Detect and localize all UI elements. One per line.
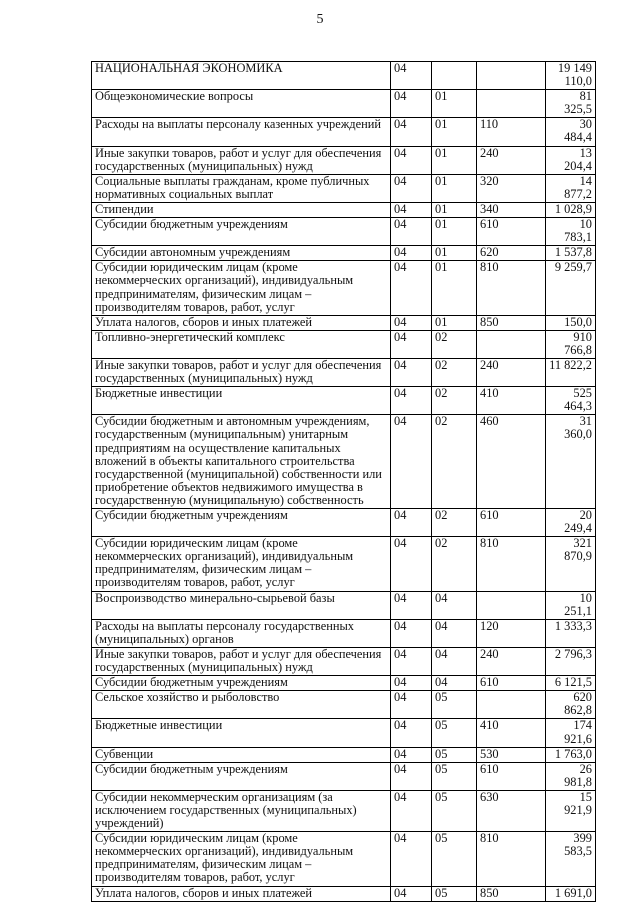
row-name-cell: Субсидии автономным учреждениям xyxy=(92,246,391,261)
table-row xyxy=(92,90,596,118)
row-section-cell: 04 xyxy=(391,747,432,762)
row-section-cell: 04 xyxy=(391,174,432,202)
row-section-cell: 04 xyxy=(391,509,432,537)
row-expense-type-cell xyxy=(477,330,546,358)
row-section-cell: 04 xyxy=(391,315,432,330)
row-section-cell: 04 xyxy=(391,146,432,174)
row-subsection-cell: 04 xyxy=(432,591,477,619)
row-expense-type-cell: 460 xyxy=(477,415,546,509)
table-row xyxy=(92,676,596,691)
row-sum-cell: 14 877,2 xyxy=(546,174,596,202)
row-subsection-cell: 02 xyxy=(432,537,477,591)
table-row xyxy=(92,146,596,174)
row-subsection-cell: 05 xyxy=(432,719,477,747)
row-subsection-cell: 04 xyxy=(432,647,477,675)
row-section-cell: 04 xyxy=(391,246,432,261)
row-expense-type-cell: 810 xyxy=(477,537,546,591)
table-row xyxy=(92,591,596,619)
row-section-cell: 04 xyxy=(391,90,432,118)
row-sum-cell: 10 251,1 xyxy=(546,591,596,619)
row-name-cell: Расходы на выплаты персоналу казенных учреждений xyxy=(92,118,391,146)
row-name-cell: Расходы на выплаты персоналу государственных (муниципальных) органов xyxy=(92,619,391,647)
row-sum-cell: 525 464,3 xyxy=(546,387,596,415)
table-row xyxy=(92,762,596,790)
row-subsection-cell: 05 xyxy=(432,832,477,886)
row-sum-cell: 174 921,6 xyxy=(546,719,596,747)
row-name-cell: Стипендии xyxy=(92,202,391,217)
table-row xyxy=(92,790,596,831)
page-number: 5 xyxy=(316,12,324,27)
table-row xyxy=(92,174,596,202)
row-name-cell: Субсидии бюджетным учреждениям xyxy=(92,509,391,537)
row-sum-cell: 19 149 110,0 xyxy=(546,62,596,90)
row-subsection-cell: 05 xyxy=(432,790,477,831)
row-subsection-cell: 01 xyxy=(432,90,477,118)
row-name-cell: Субвенции xyxy=(92,747,391,762)
row-subsection-cell: 01 xyxy=(432,315,477,330)
row-expense-type-cell: 240 xyxy=(477,647,546,675)
row-expense-type-cell: 630 xyxy=(477,790,546,831)
row-expense-type-cell: 410 xyxy=(477,719,546,747)
row-sum-cell: 9 259,7 xyxy=(546,261,596,315)
row-section-cell: 04 xyxy=(391,537,432,591)
table-row xyxy=(92,719,596,747)
row-sum-cell: 26 981,8 xyxy=(546,762,596,790)
row-section-cell: 04 xyxy=(391,676,432,691)
row-section-cell: 04 xyxy=(391,691,432,719)
row-name-cell: Субсидии бюджетным учреждениям xyxy=(92,762,391,790)
table-row xyxy=(92,62,596,90)
table-row xyxy=(92,261,596,315)
row-sum-cell: 1 691,0 xyxy=(546,886,596,901)
row-subsection-cell: 01 xyxy=(432,174,477,202)
row-expense-type-cell: 610 xyxy=(477,218,546,246)
row-sum-cell: 910 766,8 xyxy=(546,330,596,358)
row-section-cell: 04 xyxy=(391,358,432,386)
row-subsection-cell: 05 xyxy=(432,691,477,719)
row-expense-type-cell: 810 xyxy=(477,261,546,315)
row-expense-type-cell: 320 xyxy=(477,174,546,202)
table-row xyxy=(92,118,596,146)
row-name-cell: Иные закупки товаров, работ и услуг для обеспечения государственных (муниципальных) нужд xyxy=(92,358,391,386)
row-sum-cell: 1 763,0 xyxy=(546,747,596,762)
row-section-cell: 04 xyxy=(391,330,432,358)
row-name-cell: Субсидии бюджетным учреждениям xyxy=(92,676,391,691)
table-row xyxy=(92,387,596,415)
row-name-cell: Уплата налогов, сборов и иных платежей xyxy=(92,886,391,901)
row-section-cell: 04 xyxy=(391,719,432,747)
row-name-cell: Уплата налогов, сборов и иных платежей xyxy=(92,315,391,330)
row-name-cell: Субсидии юридическим лицам (кроме некоммерческих организаций), индивидуальным предпринимателям, физическим лицам – производителям товаров, работ, услуг xyxy=(92,832,391,886)
row-name-cell: Воспроизводство минерально-сырьевой базы xyxy=(92,591,391,619)
row-name-cell: Общеэкономические вопросы xyxy=(92,90,391,118)
row-subsection-cell: 05 xyxy=(432,762,477,790)
row-expense-type-cell: 850 xyxy=(477,886,546,901)
row-name-cell: Субсидии бюджетным учреждениям xyxy=(92,218,391,246)
row-name-cell: Топливно-энергетический комплекс xyxy=(92,330,391,358)
row-subsection-cell: 04 xyxy=(432,619,477,647)
row-expense-type-cell: 850 xyxy=(477,315,546,330)
row-expense-type-cell: 530 xyxy=(477,747,546,762)
row-subsection-cell: 02 xyxy=(432,330,477,358)
row-section-cell: 04 xyxy=(391,261,432,315)
row-name-cell: Субсидии бюджетным и автономным учреждениям, государственным (муниципальным) унитарным предприятиям на осуществление капитальных вложений в объекты капитального строительства государственной (муниципальной) собственности или приобретение объектов недвижимого имущества в государственную (муниципальную) собственность xyxy=(92,415,391,509)
row-section-cell: 04 xyxy=(391,790,432,831)
row-sum-cell: 10 783,1 xyxy=(546,218,596,246)
table-row xyxy=(92,747,596,762)
row-subsection-cell: 02 xyxy=(432,509,477,537)
row-section-cell: 04 xyxy=(391,118,432,146)
row-section-cell: 04 xyxy=(391,218,432,246)
row-sum-cell: 31 360,0 xyxy=(546,415,596,509)
row-section-cell: 04 xyxy=(391,415,432,509)
row-subsection-cell: 02 xyxy=(432,387,477,415)
budget-table xyxy=(91,61,596,902)
table-row xyxy=(92,647,596,675)
row-sum-cell: 13 204,4 xyxy=(546,146,596,174)
row-expense-type-cell xyxy=(477,62,546,90)
row-expense-type-cell: 240 xyxy=(477,358,546,386)
row-expense-type-cell: 610 xyxy=(477,676,546,691)
table-row xyxy=(92,509,596,537)
budget-table-body xyxy=(92,62,596,902)
row-section-cell: 04 xyxy=(391,591,432,619)
table-row xyxy=(92,202,596,217)
row-sum-cell: 150,0 xyxy=(546,315,596,330)
row-subsection-cell: 05 xyxy=(432,747,477,762)
table-row xyxy=(92,218,596,246)
row-subsection-cell: 01 xyxy=(432,218,477,246)
row-sum-cell: 1 333,3 xyxy=(546,619,596,647)
row-expense-type-cell: 610 xyxy=(477,762,546,790)
row-name-cell: Бюджетные инвестиции xyxy=(92,387,391,415)
row-section-cell: 04 xyxy=(391,387,432,415)
table-row xyxy=(92,315,596,330)
row-expense-type-cell: 610 xyxy=(477,509,546,537)
row-sum-cell: 11 822,2 xyxy=(546,358,596,386)
table-row xyxy=(92,619,596,647)
row-name-cell: Бюджетные инвестиции xyxy=(92,719,391,747)
row-expense-type-cell: 410 xyxy=(477,387,546,415)
row-subsection-cell xyxy=(432,62,477,90)
row-subsection-cell: 01 xyxy=(432,118,477,146)
row-name-cell: НАЦИОНАЛЬНАЯ ЭКОНОМИКА xyxy=(92,62,391,90)
row-sum-cell: 15 921,9 xyxy=(546,790,596,831)
row-subsection-cell: 02 xyxy=(432,358,477,386)
row-name-cell: Субсидии некоммерческим организациям (за исключением государственных (муниципальных) учреждений) xyxy=(92,790,391,831)
row-sum-cell: 81 325,5 xyxy=(546,90,596,118)
row-section-cell: 04 xyxy=(391,832,432,886)
row-subsection-cell: 05 xyxy=(432,886,477,901)
row-expense-type-cell xyxy=(477,691,546,719)
row-section-cell: 04 xyxy=(391,202,432,217)
row-name-cell: Субсидии юридическим лицам (кроме некоммерческих организаций), индивидуальным предпринимателям, физическим лицам – производителям товаров, работ, услуг xyxy=(92,261,391,315)
row-section-cell: 04 xyxy=(391,647,432,675)
row-name-cell: Субсидии юридическим лицам (кроме некоммерческих организаций), индивидуальным предпринимателям, физическим лицам – производителям товаров, работ, услуг xyxy=(92,537,391,591)
row-expense-type-cell: 120 xyxy=(477,619,546,647)
row-expense-type-cell: 340 xyxy=(477,202,546,217)
row-sum-cell: 1 537,8 xyxy=(546,246,596,261)
row-sum-cell: 399 583,5 xyxy=(546,832,596,886)
row-name-cell: Сельское хозяйство и рыболовство xyxy=(92,691,391,719)
row-expense-type-cell: 110 xyxy=(477,118,546,146)
row-subsection-cell: 01 xyxy=(432,261,477,315)
table-row xyxy=(92,330,596,358)
row-sum-cell: 6 121,5 xyxy=(546,676,596,691)
row-subsection-cell: 04 xyxy=(432,676,477,691)
table-row xyxy=(92,886,596,901)
row-subsection-cell: 01 xyxy=(432,202,477,217)
row-name-cell: Социальные выплаты гражданам, кроме публичных нормативных социальных выплат xyxy=(92,174,391,202)
table-row xyxy=(92,832,596,886)
row-subsection-cell: 02 xyxy=(432,415,477,509)
row-expense-type-cell: 620 xyxy=(477,246,546,261)
row-sum-cell: 1 028,9 xyxy=(546,202,596,217)
row-expense-type-cell xyxy=(477,90,546,118)
row-sum-cell: 2 796,3 xyxy=(546,647,596,675)
row-sum-cell: 321 870,9 xyxy=(546,537,596,591)
row-subsection-cell: 01 xyxy=(432,146,477,174)
row-expense-type-cell xyxy=(477,591,546,619)
table-row xyxy=(92,246,596,261)
row-section-cell: 04 xyxy=(391,62,432,90)
row-section-cell: 04 xyxy=(391,886,432,901)
row-sum-cell: 30 484,4 xyxy=(546,118,596,146)
row-section-cell: 04 xyxy=(391,619,432,647)
table-row xyxy=(92,358,596,386)
row-sum-cell: 20 249,4 xyxy=(546,509,596,537)
row-expense-type-cell: 240 xyxy=(477,146,546,174)
row-expense-type-cell: 810 xyxy=(477,832,546,886)
row-section-cell: 04 xyxy=(391,762,432,790)
table-row xyxy=(92,415,596,509)
table-row xyxy=(92,537,596,591)
row-name-cell: Иные закупки товаров, работ и услуг для обеспечения государственных (муниципальных) нужд xyxy=(92,647,391,675)
row-sum-cell: 620 862,8 xyxy=(546,691,596,719)
table-row xyxy=(92,691,596,719)
row-subsection-cell: 01 xyxy=(432,246,477,261)
row-name-cell: Иные закупки товаров, работ и услуг для обеспечения государственных (муниципальных) нужд xyxy=(92,146,391,174)
